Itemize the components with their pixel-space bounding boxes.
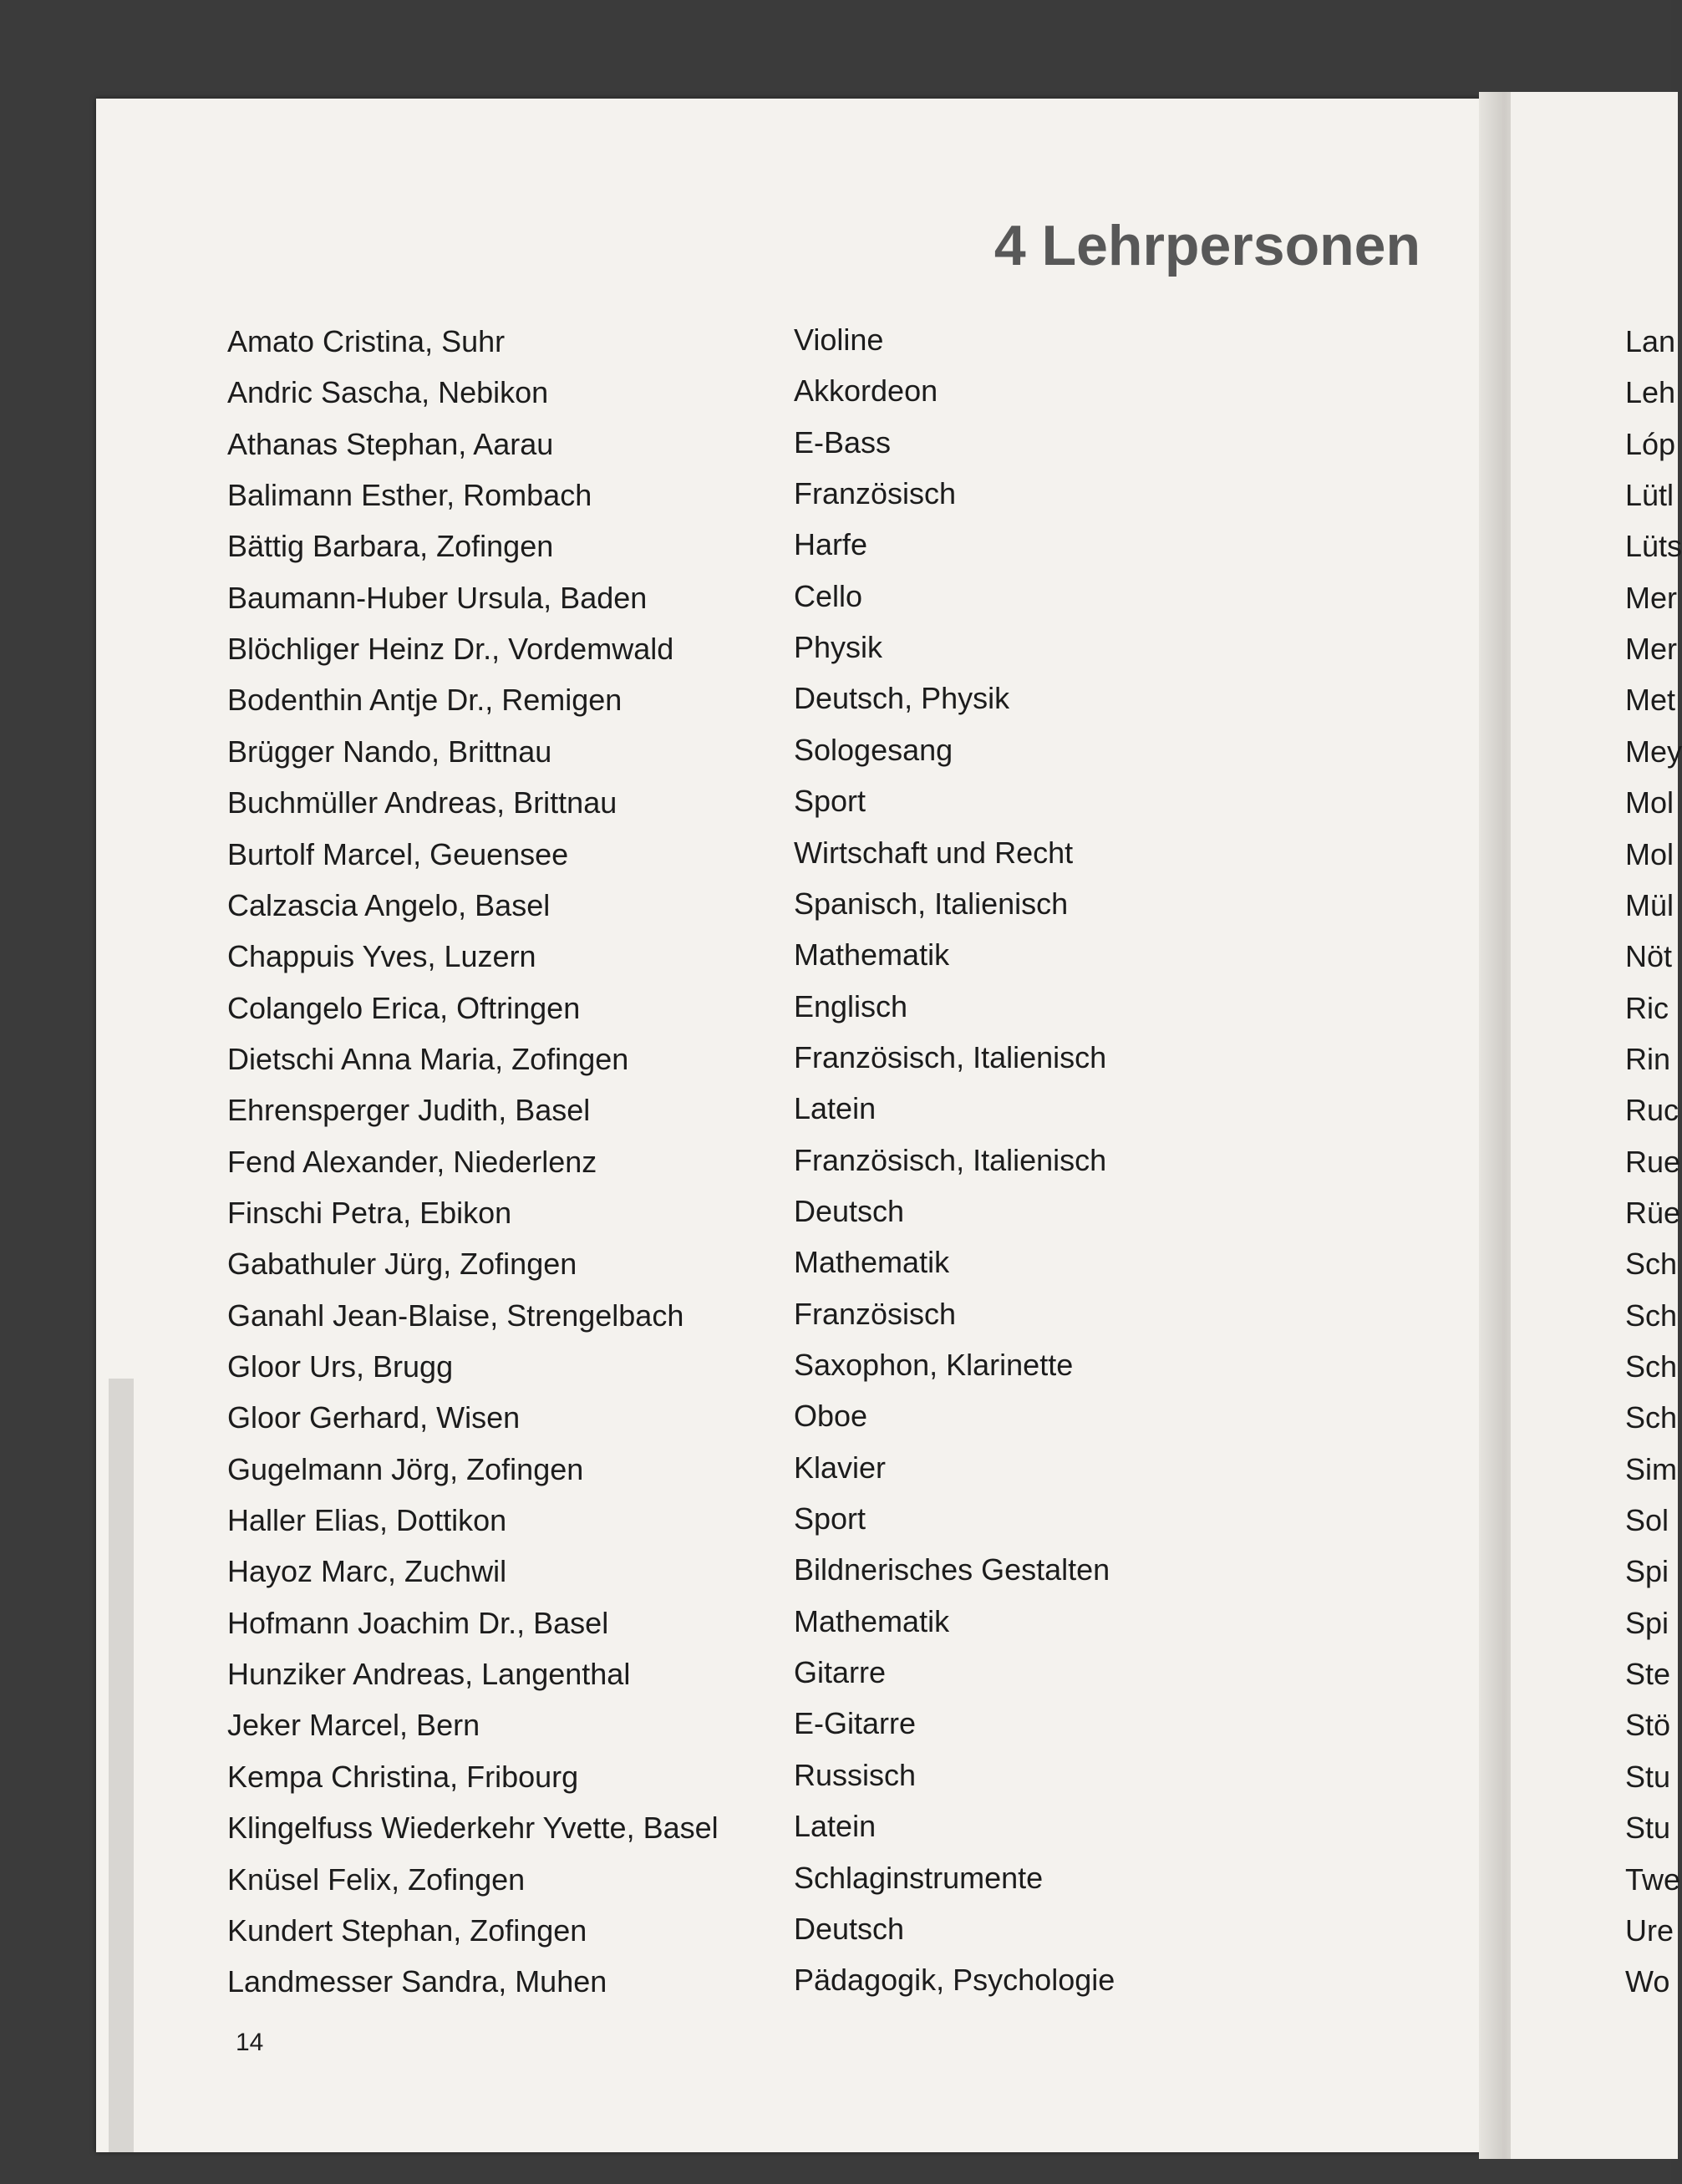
right-page-name-stub: Ure bbox=[1625, 1913, 1674, 1948]
right-page-name-stub: Mey bbox=[1625, 734, 1682, 769]
teacher-name: Buchmüller Andreas, Brittnau bbox=[227, 785, 617, 820]
teacher-name: Brügger Nando, Brittnau bbox=[227, 734, 552, 769]
teacher-name: Gabathuler Jürg, Zofingen bbox=[227, 1247, 577, 1281]
right-page-name-stub: Sim bbox=[1625, 1452, 1677, 1486]
teacher-name: Dietschi Anna Maria, Zofingen bbox=[227, 1042, 629, 1076]
teacher-name: Gugelmann Jörg, Zofingen bbox=[227, 1452, 584, 1486]
teacher-name: Colangelo Erica, Oftringen bbox=[227, 991, 581, 1025]
teacher-subject: Wirtschaft und Recht bbox=[794, 836, 1074, 870]
teacher-subject: Schlaginstrumente bbox=[794, 1861, 1044, 1895]
teacher-name: Gloor Gerhard, Wisen bbox=[227, 1400, 521, 1435]
teacher-subject: Pädagogik, Psychologie bbox=[794, 1963, 1115, 1997]
right-page-name-stub: Mül bbox=[1625, 888, 1674, 922]
right-page-name-stub: Mer bbox=[1625, 581, 1677, 615]
teacher-subject: Mathematik bbox=[794, 1245, 950, 1279]
teacher-subject: Französisch bbox=[794, 476, 957, 510]
right-page-name-stub: Lan bbox=[1625, 324, 1676, 358]
right-page-name-stub: Spi bbox=[1625, 1606, 1669, 1640]
right-page-name-stub: Lütl bbox=[1625, 478, 1674, 512]
teacher-subject: Deutsch bbox=[794, 1194, 905, 1228]
teacher-subject: Sologesang bbox=[794, 733, 953, 767]
right-page-name-stub: Stu bbox=[1625, 1811, 1671, 1845]
teacher-name: Haller Elias, Dottikon bbox=[227, 1503, 507, 1537]
right-page-name-stub: Stu bbox=[1625, 1760, 1671, 1794]
right-page-name-stub: Met bbox=[1625, 683, 1676, 717]
teacher-subject: Latein bbox=[794, 1091, 877, 1125]
teacher-subject: Französisch, Italienisch bbox=[794, 1040, 1107, 1074]
teacher-subject: E-Bass bbox=[794, 425, 892, 460]
right-page-name-stub: Wo bbox=[1625, 1964, 1670, 1999]
right-page-name-stub: Sch bbox=[1625, 1247, 1678, 1281]
right-page-name-stub: Rüe bbox=[1625, 1196, 1681, 1230]
right-page-name-stub: Mol bbox=[1625, 837, 1674, 871]
teacher-subject: Mathematik bbox=[794, 937, 950, 972]
right-page-name-stub: Ste bbox=[1625, 1657, 1671, 1691]
teacher-subject: Spanisch, Italienisch bbox=[794, 886, 1069, 921]
teacher-name: Hayoz Marc, Zuchwil bbox=[227, 1554, 507, 1588]
teacher-subject: Bildnerisches Gestalten bbox=[794, 1552, 1110, 1587]
page-number: 14 bbox=[236, 2029, 264, 2056]
teacher-name: Bättig Barbara, Zofingen bbox=[227, 529, 554, 563]
right-page-name-stub: Mer bbox=[1625, 632, 1677, 666]
teacher-subject: Akkordeon bbox=[794, 373, 938, 408]
teacher-name: Gloor Urs, Brugg bbox=[227, 1349, 454, 1384]
teacher-subject: Saxophon, Klarinette bbox=[794, 1348, 1074, 1382]
teacher-name: Finschi Petra, Ebikon bbox=[227, 1196, 512, 1230]
teacher-subject: Harfe bbox=[794, 527, 868, 561]
teacher-name: Jeker Marcel, Bern bbox=[227, 1708, 480, 1742]
right-page-name-stub: Leh bbox=[1625, 375, 1676, 409]
teacher-subject: Mathematik bbox=[794, 1604, 950, 1638]
teacher-subject: Sport bbox=[794, 784, 866, 818]
teacher-subject: Oboe bbox=[794, 1399, 868, 1433]
teacher-subject: Deutsch, Physik bbox=[794, 681, 1010, 715]
teacher-name: Andric Sascha, Nebikon bbox=[227, 375, 549, 409]
right-page-name-stub: Lóp bbox=[1625, 427, 1676, 461]
right-page-name-stub: Spi bbox=[1625, 1554, 1669, 1588]
right-page-name-stub: Lüts bbox=[1625, 529, 1682, 563]
teacher-name: Ganahl Jean-Blaise, Strengelbach bbox=[227, 1298, 684, 1333]
teacher-subject: Russisch bbox=[794, 1758, 917, 1792]
teacher-name: Kundert Stephan, Zofingen bbox=[227, 1913, 587, 1948]
teacher-subject: E-Gitarre bbox=[794, 1706, 917, 1740]
teacher-subject: Französisch, Italienisch bbox=[794, 1143, 1107, 1177]
teacher-name: Blöchliger Heinz Dr., Vordemwald bbox=[227, 632, 674, 666]
teacher-subject: Latein bbox=[794, 1809, 877, 1843]
teacher-subject: Französisch bbox=[794, 1297, 957, 1331]
teacher-subject: Violine bbox=[794, 323, 884, 357]
teacher-name: Landmesser Sandra, Muhen bbox=[227, 1964, 607, 1999]
teacher-name: Burtolf Marcel, Geuensee bbox=[227, 837, 569, 871]
right-page-name-stub: Stö bbox=[1625, 1708, 1671, 1742]
teacher-name: Knüsel Felix, Zofingen bbox=[227, 1862, 526, 1897]
teacher-name: Klingelfuss Wiederkehr Yvette, Basel bbox=[227, 1811, 719, 1845]
right-page-name-stub: Sol bbox=[1625, 1503, 1669, 1537]
teacher-subject: Englisch bbox=[794, 989, 908, 1023]
teacher-name: Baumann-Huber Ursula, Baden bbox=[227, 581, 648, 615]
teacher-subject: Gitarre bbox=[794, 1655, 887, 1689]
teacher-subject: Cello bbox=[794, 579, 863, 613]
teacher-name: Hofmann Joachim Dr., Basel bbox=[227, 1606, 609, 1640]
right-page-name-stub: Ruc bbox=[1625, 1093, 1679, 1127]
right-page-name-stub: Twe bbox=[1625, 1862, 1681, 1897]
right-page-name-stub: Ric bbox=[1625, 991, 1669, 1025]
teacher-name: Chappuis Yves, Luzern bbox=[227, 939, 536, 973]
teacher-name: Amato Cristina, Suhr bbox=[227, 324, 506, 358]
teacher-name: Bodenthin Antje Dr., Remigen bbox=[227, 683, 622, 717]
teacher-name: Calzascia Angelo, Basel bbox=[227, 888, 551, 922]
teacher-name: Ehrensperger Judith, Basel bbox=[227, 1093, 591, 1127]
teacher-subject: Deutsch bbox=[794, 1912, 905, 1946]
right-page-name-stub: Sch bbox=[1625, 1400, 1678, 1435]
right-page-name-stub: Nöt bbox=[1625, 939, 1673, 973]
right-page-name-stub: Rin bbox=[1625, 1042, 1671, 1076]
right-page-name-stub: Mol bbox=[1625, 785, 1674, 820]
teacher-name: Fend Alexander, Niederlenz bbox=[227, 1145, 597, 1179]
right-page-name-stub: Sch bbox=[1625, 1349, 1678, 1384]
teacher-name: Balimann Esther, Rombach bbox=[227, 478, 592, 512]
right-page-name-stub: Rue bbox=[1625, 1145, 1681, 1179]
teacher-subject: Physik bbox=[794, 630, 883, 664]
page-edge-shadow bbox=[109, 1379, 134, 2152]
page-title: 4 Lehrpersonen bbox=[993, 214, 1420, 277]
teacher-name: Hunziker Andreas, Langenthal bbox=[227, 1657, 631, 1691]
teacher-subject: Klavier bbox=[794, 1450, 887, 1485]
right-page-name-stub: Sch bbox=[1625, 1298, 1678, 1333]
teacher-subject: Sport bbox=[794, 1501, 866, 1536]
teacher-name: Athanas Stephan, Aarau bbox=[227, 427, 554, 461]
teacher-name: Kempa Christina, Fribourg bbox=[227, 1760, 579, 1794]
